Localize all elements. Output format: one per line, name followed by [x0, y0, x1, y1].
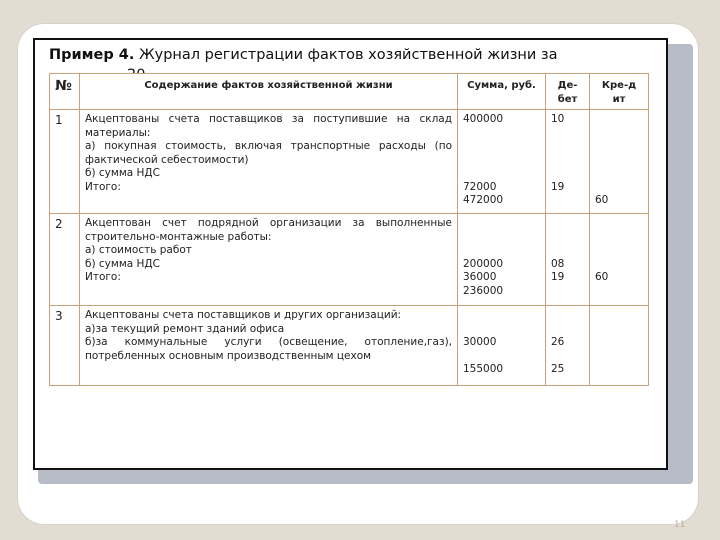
sum-value: 155000	[463, 363, 504, 375]
sum-value: 236000	[463, 284, 504, 297]
debit-value: 08	[551, 257, 565, 270]
row-debit	[546, 110, 590, 214]
desc-line: а) стоимость работ	[85, 244, 192, 256]
debit-value: 25	[551, 363, 565, 375]
page-number: 11	[674, 520, 686, 530]
title-text: Журнал регистрации фактов хозяйственной жизни за	[134, 47, 558, 63]
desc-line: Акцептованы счета поставщиков и других организаций:	[85, 309, 402, 321]
desc-line: б) сумма НДС	[85, 167, 160, 179]
row-num: 2	[50, 214, 80, 306]
header-credit: Кре-д ит	[590, 74, 649, 110]
row-num: 3	[50, 306, 80, 386]
debit-value: 19	[551, 271, 565, 283]
sum-value: 72000	[463, 180, 497, 193]
credit-value: 60	[595, 271, 609, 283]
desc-line: б)за коммунальные услуги (освещение, отопление,газ), потребленных основным производственным цехом	[85, 336, 452, 362]
table-header-row	[50, 74, 649, 110]
debit-value: 26	[551, 336, 565, 348]
row-credit	[590, 214, 649, 306]
sum-value: 472000	[463, 194, 504, 206]
row-sum	[458, 306, 546, 386]
content-box	[33, 38, 668, 470]
row-credit	[590, 110, 649, 214]
row-description	[80, 110, 458, 214]
sum-value: 400000	[463, 113, 504, 125]
desc-line: а) покупная стоимость, включая транспортные расходы (по фактической себестоимости)	[85, 140, 452, 166]
header-sum: Сумма, руб.	[458, 74, 546, 110]
desc-line: Итого:	[85, 180, 121, 193]
table-row	[50, 214, 649, 306]
journal-table	[49, 73, 649, 386]
header-num: №	[50, 74, 80, 110]
row-credit	[590, 306, 649, 386]
credit-value: 60	[595, 194, 609, 206]
table-row	[50, 306, 649, 386]
row-sum	[458, 214, 546, 306]
desc-line: б) сумма НДС	[85, 257, 160, 270]
row-debit	[546, 214, 590, 306]
row-debit	[546, 306, 590, 386]
sum-value: 36000	[463, 271, 497, 283]
debit-value: 10	[551, 113, 565, 125]
table-row	[50, 110, 649, 214]
desc-line: Итого:	[85, 271, 121, 283]
debit-value: 19	[551, 180, 565, 193]
row-description	[80, 306, 458, 386]
title-bold: Пример 4.	[49, 47, 135, 63]
header-debit: Де-бет	[546, 74, 590, 110]
desc-line: Акцептован счет подрядной организации за выполненные строительно-монтажные работы:	[85, 217, 452, 243]
sum-value: 30000	[463, 336, 497, 348]
header-content: Содержание фактов хозяйственной жизни	[80, 74, 458, 110]
row-sum	[458, 110, 546, 214]
row-num: 1	[50, 110, 80, 214]
row-description	[80, 214, 458, 306]
slide-title	[49, 46, 649, 64]
desc-line: Акцептованы счета поставщиков за поступившие на склад материалы:	[85, 113, 452, 139]
sum-value: 200000	[463, 257, 504, 270]
desc-line: а)за текущий ремонт зданий офиса	[85, 322, 285, 335]
